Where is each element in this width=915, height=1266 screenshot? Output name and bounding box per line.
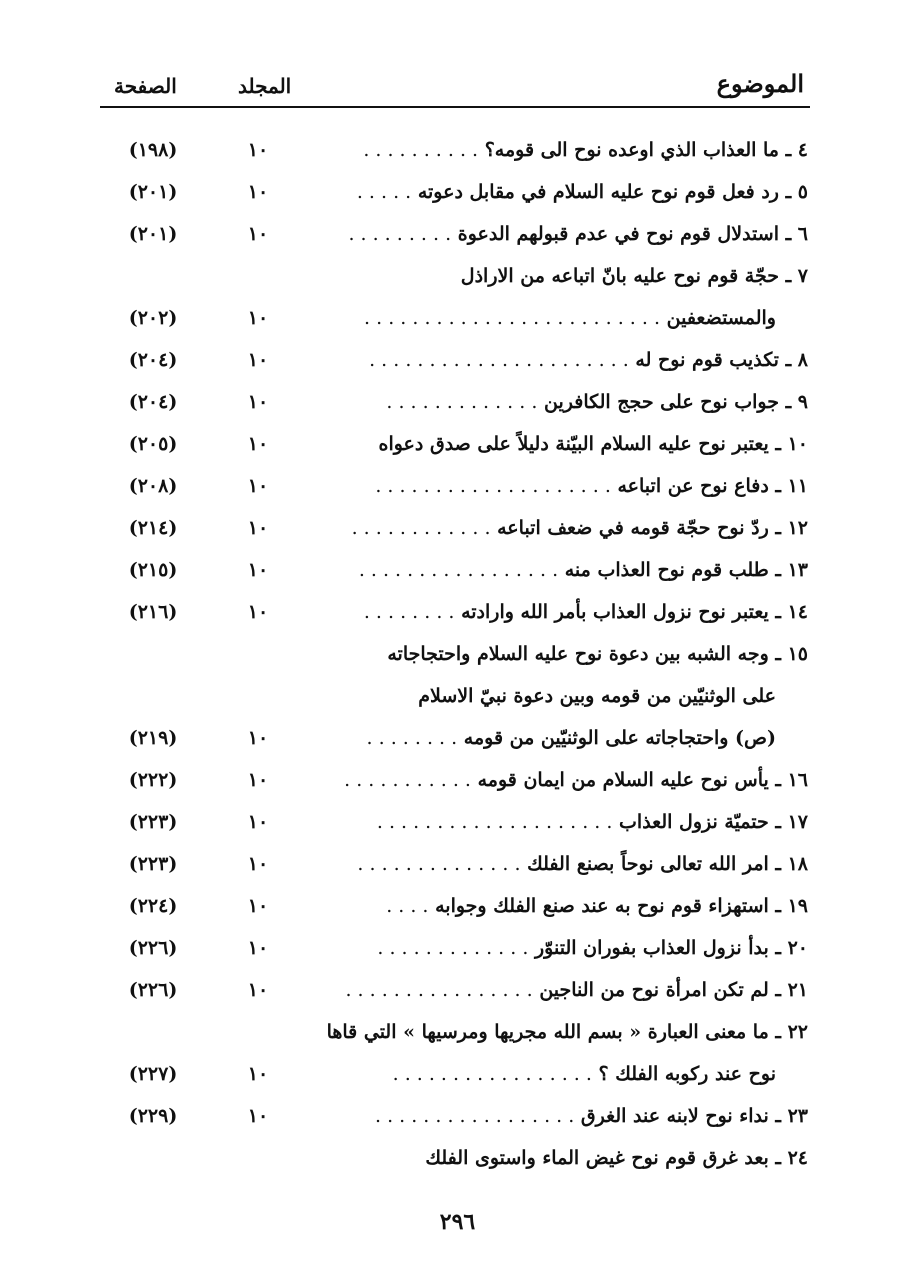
entry-topic: ١٦ ـ يأس نوح عليه السلام من ايمان قومه — [477, 769, 808, 791]
entry-topic: ١٤ ـ يعتبر نوح نزول العذاب بأمر الله وارادته — [461, 601, 808, 623]
table-row — [100, 759, 810, 801]
entry-topic: ١٠ ـ يعتبر نوح عليه السلام البيّنة دليلاً على صدق دعواه — [378, 433, 808, 455]
entry-volume: ١٠ — [247, 601, 269, 623]
entry-topic: ١٥ ـ وجه الشبه بين دعوة نوح عليه السلام واحتجاجاته — [387, 643, 808, 665]
entry-volume: ١٠ — [247, 769, 269, 791]
entry-topic: ١١ ـ دفاع نوح عن اتباعه — [617, 475, 808, 497]
entry-topic: ١٨ ـ امر الله تعالى نوحاً بصنع الفلك — [527, 853, 808, 875]
table-row — [100, 297, 810, 339]
entry-page: (٢٢٣) — [128, 811, 178, 833]
table-row — [100, 171, 810, 213]
entry-page: (٢٠٨) — [128, 475, 178, 497]
entry-page: (٢٠١) — [128, 223, 178, 245]
entry-volume: ١٠ — [247, 139, 269, 161]
table-row — [100, 339, 810, 381]
entry-topic: على الوثنيّين من قومه وبين دعوة نبيّ الاسلام — [418, 685, 776, 707]
entry-volume: ١٠ — [247, 223, 269, 245]
header-topic: الموضوع — [716, 69, 804, 98]
entry-topic: ٨ ـ تكذيب قوم نوح له — [635, 349, 808, 371]
leader-dots: . . . . . . . . . . . . . . . . . . . . — [375, 475, 611, 497]
entry-volume: ١٠ — [247, 1105, 269, 1127]
entry-volume: ١٠ — [247, 391, 269, 413]
leader-dots: . . . . — [386, 895, 429, 917]
entry-page: (٢١٩) — [128, 727, 178, 749]
entry-topic: ٩ ـ جواب نوح على حجج الكافرين — [544, 391, 808, 413]
header-volume: المجلد — [238, 74, 292, 98]
entry-volume: ١٠ — [247, 181, 269, 203]
table-row — [100, 213, 810, 255]
table-row — [100, 927, 810, 969]
table-row — [100, 507, 810, 549]
entry-topic: ٧ ـ حجّة قوم نوح عليه بانّ اتباعه من الاراذل — [460, 265, 808, 287]
entry-topic: ٥ ـ رد فعل قوم نوح عليه السلام في مقابل دعوته — [417, 181, 808, 203]
entry-page: (٢٠١) — [128, 181, 178, 203]
table-row — [100, 1053, 810, 1095]
page-number: ٢٩٦ — [439, 1209, 476, 1235]
entry-volume: ١٠ — [247, 811, 269, 833]
entry-volume: ١٠ — [247, 307, 269, 329]
entry-topic: ١٩ ـ استهزاء قوم نوح به عند صنع الفلك وجوابه — [435, 895, 808, 917]
leader-dots: . . . . . . . . . . . . — [351, 517, 491, 539]
entry-topic: ٢٣ ـ نداء نوح لابنه عند الغرق — [580, 1105, 808, 1127]
entry-volume: ١٠ — [247, 475, 269, 497]
entry-volume: ١٠ — [247, 895, 269, 917]
entry-volume: ١٠ — [247, 433, 269, 455]
leader-dots: . . . . . . . . . . . . . . . . . — [358, 559, 559, 581]
entry-page: (٢٢٢) — [128, 769, 178, 791]
entry-topic: ٦ ـ استدلال قوم نوح في عدم قبولهم الدعوة — [457, 223, 808, 245]
leader-dots: . . . . . . . . . . . . . . . . — [345, 979, 533, 1001]
header-page: الصفحة — [114, 74, 177, 98]
table-row — [100, 423, 810, 465]
entry-topic: ١٣ ـ طلب قوم نوح العذاب منه — [564, 559, 808, 581]
entry-volume: ١٠ — [247, 517, 269, 539]
entry-page: (١٩٨) — [128, 139, 178, 161]
table-row — [100, 1011, 810, 1053]
leader-dots: . . . . . . . . . — [348, 223, 452, 245]
entry-volume: ١٠ — [247, 937, 269, 959]
entry-page: (٢١٤) — [128, 517, 178, 539]
entry-topic: ٢٠ ـ بدأ نزول العذاب بفوران التنوّر — [535, 937, 808, 959]
table-row — [100, 549, 810, 591]
entry-topic: (ص) واحتجاجاته على الوثنيّين من قومه — [463, 727, 776, 749]
entry-topic: ٢٢ ـ ما معنى العبارة « بسم الله مجريها ومرسيها » التي قاها — [326, 1021, 808, 1043]
entry-topic: والمستضعفين — [666, 307, 776, 329]
leader-dots: . . . . . . . . . . . . . . — [357, 853, 521, 875]
table-row — [100, 675, 810, 717]
table-row — [100, 969, 810, 1011]
leader-dots: . . . . . . . . . . . . . . . . . — [392, 1063, 592, 1085]
entry-page: (٢٢٩) — [128, 1105, 178, 1127]
leader-dots: . . . . . . . . . . . . . . . . . — [374, 1105, 575, 1127]
entry-page: (٢٢٦) — [128, 979, 178, 1001]
entry-page: (٢٠٢) — [128, 307, 178, 329]
entry-volume: ١٠ — [247, 853, 269, 875]
entry-page: (٢٠٤) — [128, 391, 178, 413]
entry-volume: ١٠ — [247, 559, 269, 581]
entry-volume: ١٠ — [247, 1063, 269, 1085]
table-row — [100, 381, 810, 423]
entry-page: (٢٢٧) — [128, 1063, 178, 1085]
leader-dots: . . . . . . . . — [363, 601, 455, 623]
entry-topic: ١٢ ـ ردّ نوح حجّة قومه في ضعف اتباعه — [497, 517, 808, 539]
table-row — [100, 1095, 810, 1137]
table-row — [100, 885, 810, 927]
entry-volume: ١٠ — [247, 349, 269, 371]
entry-topic: ٢١ ـ لم تكن امرأة نوح من الناجين — [539, 979, 808, 1001]
entry-page: (٢٠٥) — [128, 433, 178, 455]
leader-dots: . . . . . . . . . . . . . . . . . . . . — [376, 811, 613, 833]
entry-page: (٢٠٤) — [128, 349, 178, 371]
leader-dots: . . . . . . . . — [366, 727, 458, 749]
entry-page: (٢٢٦) — [128, 937, 178, 959]
table-row — [100, 1137, 810, 1179]
table-row — [100, 591, 810, 633]
leader-dots: . . . . . . . . . . — [363, 139, 479, 161]
leader-dots: . . . . . . . . . . . . . . . . . . . . . . . . . — [364, 307, 660, 329]
entry-page: (٢٢٣) — [128, 853, 178, 875]
table-header — [100, 66, 810, 108]
table-row — [100, 717, 810, 759]
entry-page: (٢١٦) — [128, 601, 178, 623]
entry-volume: ١٠ — [247, 727, 269, 749]
entry-topic: نوح عند ركوبه الفلك ؟ — [598, 1063, 776, 1085]
table-row — [100, 255, 810, 297]
entry-topic: ١٧ ـ حتميّة نزول العذاب — [619, 811, 808, 833]
table-row — [100, 465, 810, 507]
table-row — [100, 843, 810, 885]
table-row — [100, 129, 810, 171]
entry-volume: ١٠ — [247, 979, 269, 1001]
table-row — [100, 801, 810, 843]
leader-dots: . . . . . . . . . . . . . — [377, 937, 529, 959]
entry-topic: ٤ ـ ما العذاب الذي اوعده نوح الى قومه؟ — [484, 139, 808, 161]
leader-dots: . . . . . . . . . . . — [344, 769, 471, 791]
entry-topic: ٢٤ ـ بعد غرق قوم نوح غيض الماء واستوى الفلك — [425, 1147, 808, 1169]
entry-page: (٢١٥) — [128, 559, 178, 581]
entry-page: (٢٢٤) — [128, 895, 178, 917]
table-row — [100, 633, 810, 675]
leader-dots: . . . . . — [356, 181, 412, 203]
leader-dots: . . . . . . . . . . . . . . . . . . . . . . — [369, 349, 629, 371]
leader-dots: . . . . . . . . . . . . . — [386, 391, 538, 413]
